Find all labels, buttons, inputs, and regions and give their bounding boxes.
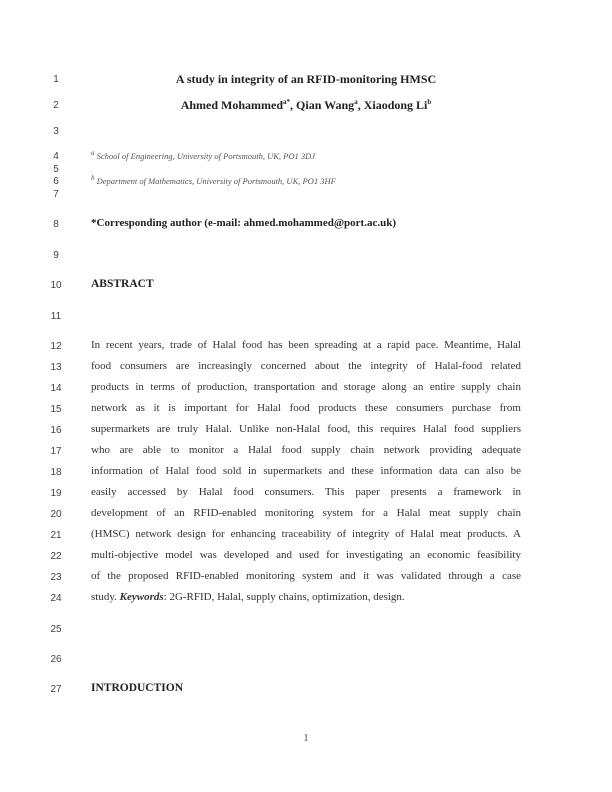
line-number: 4 bbox=[53, 151, 59, 162]
abstract-line: food consumers are increasingly concerned about the integrity of Halal-food related bbox=[91, 360, 521, 372]
author-name: Xiaodong Li bbox=[363, 98, 428, 112]
line-number: 5 bbox=[53, 164, 59, 175]
author-affiliation-mark: a* bbox=[283, 98, 291, 106]
author-name: Qian Wang bbox=[296, 98, 355, 112]
line-number: 25 bbox=[50, 624, 62, 635]
abstract-line: of the proposed RFID-enabled monitoring system and it was validated through a case bbox=[91, 570, 521, 582]
line-number: 16 bbox=[50, 425, 62, 436]
abstract-line: who are able to monitor a Halal food supply chain network providing adequate bbox=[91, 444, 521, 456]
line-number: 6 bbox=[53, 176, 59, 187]
line-number: 20 bbox=[50, 509, 62, 520]
line-number: 11 bbox=[50, 311, 62, 322]
introduction-heading: INTRODUCTION bbox=[91, 682, 184, 694]
abstract-line: information of Halal food sold in supermarkets and these information data can also be bbox=[91, 465, 521, 477]
affiliation bbox=[91, 151, 315, 161]
affiliation-text: School of Engineering, University of Portsmouth, UK, PO1 3DJ bbox=[96, 151, 316, 161]
author-affiliation-mark: a bbox=[354, 98, 358, 106]
keywords-list: 2G-RFID, Halal, supply chains, optimization, design. bbox=[166, 591, 405, 603]
affiliation-text: Department of Mathematics, University of Portsmouth, UK, PO1 3HF bbox=[96, 176, 336, 186]
abstract-last-line bbox=[91, 591, 521, 603]
abstract-line: network as it is important for Halal food products these consumers purchase from bbox=[91, 402, 521, 414]
keywords-colon: : bbox=[163, 591, 167, 603]
keywords-label: Keywords bbox=[119, 591, 164, 603]
line-number: 13 bbox=[50, 362, 62, 373]
line-number: 17 bbox=[50, 446, 62, 457]
author-list bbox=[90, 98, 522, 113]
line-number: 24 bbox=[50, 593, 62, 604]
line-number: 19 bbox=[50, 488, 62, 499]
line-number: 1 bbox=[53, 74, 59, 85]
affiliation-mark: b bbox=[91, 174, 95, 183]
line-number: 2 bbox=[53, 100, 59, 111]
line-number: 26 bbox=[50, 654, 62, 665]
line-number: 7 bbox=[53, 189, 59, 200]
abstract-line: multi-objective model was developed and used for investigating an economic feasibility bbox=[91, 549, 521, 561]
line-number: 18 bbox=[50, 467, 62, 478]
abstract-line: easily accessed by Halal food consumers. This paper presents a framework in bbox=[91, 486, 521, 498]
line-number: 12 bbox=[50, 341, 62, 352]
line-number: 23 bbox=[50, 572, 62, 583]
affiliation bbox=[91, 176, 336, 186]
paper-title: A study in integrity of an RFID-monitoring HMSC bbox=[175, 72, 437, 86]
line-number: 3 bbox=[53, 126, 59, 137]
abstract-line: In recent years, trade of Halal food has been spreading at a rapid pace. Meantime, Halal bbox=[91, 339, 521, 351]
line-number: 27 bbox=[50, 684, 62, 695]
abstract-heading: ABSTRACT bbox=[91, 278, 154, 290]
abstract-last-prefix: study. bbox=[91, 591, 120, 603]
line-number: 9 bbox=[53, 250, 59, 261]
abstract-line: development of an RFID-enabled monitoring system for a Halal meat supply chain bbox=[91, 507, 521, 519]
abstract-line: (HMSC) network design for enhancing traceability of integrity of Halal meat products. A bbox=[91, 528, 521, 540]
author-separator: , bbox=[357, 98, 364, 112]
abstract-line: products in terms of production, transportation and storage along an entire supply chain bbox=[91, 381, 521, 393]
author-separator: , bbox=[290, 98, 297, 112]
line-number: 21 bbox=[50, 530, 62, 541]
author-name: Ahmed Mohammed bbox=[180, 98, 284, 112]
corresponding-author: *Corresponding author (e-mail: ahmed.mohammed@port.ac.uk) bbox=[91, 217, 396, 229]
affiliation-mark: a bbox=[91, 149, 95, 158]
author-affiliation-mark: b bbox=[427, 98, 432, 106]
abstract-line: supermarkets are truly Halal. Unlike non-Halal food, this requires Halal food suppliers bbox=[91, 423, 521, 435]
line-number: 15 bbox=[50, 404, 62, 415]
page-number: 1 bbox=[303, 733, 309, 744]
line-number: 8 bbox=[53, 219, 59, 230]
line-number: 22 bbox=[50, 551, 62, 562]
line-number: 10 bbox=[50, 280, 62, 291]
line-number: 14 bbox=[50, 383, 62, 394]
